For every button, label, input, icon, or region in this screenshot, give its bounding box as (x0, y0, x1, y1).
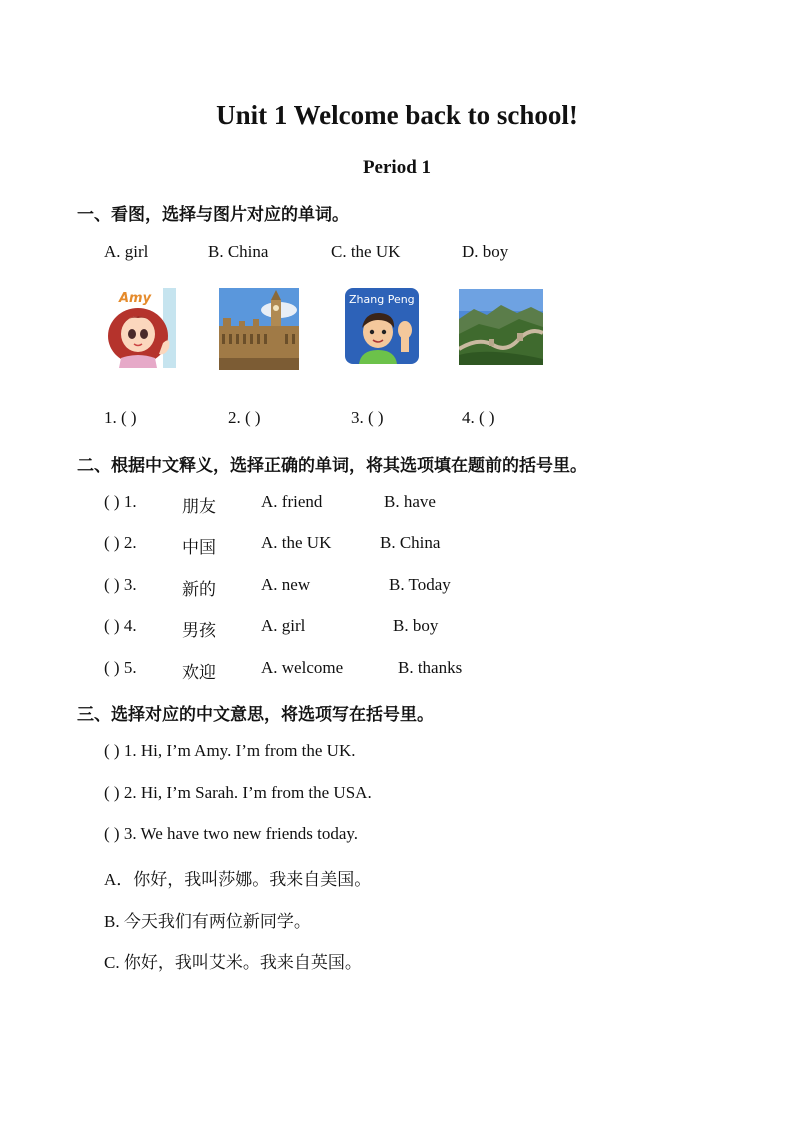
section2-row1-chinese: 朋友 (182, 497, 216, 516)
section2-row5-chinese: 欢迎 (182, 663, 216, 682)
section3-choice-b: B. 今天我们有两位新同学。 (104, 912, 311, 931)
zhang-peng-caption: Zhang Peng (349, 293, 415, 306)
big-ben-picture (219, 288, 299, 370)
section1-heading: 一、看图，选择与图片对应的单词。 (77, 205, 349, 225)
section2-row5-number[interactable]: ( ) 5. (104, 658, 137, 677)
boy-zhang-peng-picture (345, 288, 419, 364)
section2-row2-option-a: A. the UK (261, 533, 332, 552)
section2-row2-chinese: 中国 (182, 538, 216, 557)
section2-row5-option-a: A. welcome (261, 658, 344, 677)
page-subtitle: Period 1 (362, 157, 432, 178)
section3-choice-c: C. 你好，我叫艾米。我来自英国。 (104, 953, 362, 972)
section1-option-c: C. the UK (331, 242, 401, 261)
section2-row5-option-b: B. thanks (398, 658, 463, 677)
section3-heading: 三、选择对应的中文意思，将选项写在括号里。 (77, 705, 434, 725)
section2-row3-option-a: A. new (261, 575, 311, 594)
section2-row2-option-b: B. China (380, 533, 441, 552)
answer-blank-1[interactable]: 1. ( ) (104, 408, 137, 427)
answer-blank-3[interactable]: 3. ( ) (351, 408, 384, 427)
section2-row1-number[interactable]: ( ) 1. (104, 492, 137, 511)
great-wall-picture (459, 289, 543, 365)
answer-blank-4[interactable]: 4. ( ) (462, 408, 495, 427)
section3-question-2[interactable]: ( ) 2. Hi, I’m Sarah. I’m from the USA. (104, 783, 372, 802)
page-title: Unit 1 Welcome back to school! (216, 100, 578, 130)
answer-blank-2[interactable]: 2. ( ) (228, 408, 261, 427)
section3-choice-a: A．你好，我叫莎娜。我来自美国。 (104, 870, 372, 889)
section2-row3-number[interactable]: ( ) 3. (104, 575, 137, 594)
section1-option-a: A. girl (104, 242, 149, 261)
amy-caption: Amy (119, 291, 152, 306)
section2-row2-number[interactable]: ( ) 2. (104, 533, 137, 552)
section2-row3-chinese: 新的 (182, 580, 216, 599)
section2-row1-option-a: A. friend (261, 492, 323, 511)
section3-question-1[interactable]: ( ) 1. Hi, I’m Amy. I’m from the UK. (104, 741, 356, 760)
section2-row4-option-b: B. boy (393, 616, 439, 635)
section2-row4-option-a: A. girl (261, 616, 306, 635)
section2-heading: 二、根据中文释义，选择正确的单词，将其选项填在题前的括号里。 (77, 456, 587, 476)
section2-row3-option-b: B. Today (389, 575, 451, 594)
section1-option-b: B. China (208, 242, 269, 261)
section2-row1-option-b: B. have (384, 492, 436, 511)
section2-row4-chinese: 男孩 (182, 621, 216, 640)
section1-option-d: D. boy (462, 242, 509, 261)
section2-row4-number[interactable]: ( ) 4. (104, 616, 137, 635)
section3-question-3[interactable]: ( ) 3. We have two new friends today. (104, 824, 359, 843)
girl-amy-picture (103, 288, 176, 368)
